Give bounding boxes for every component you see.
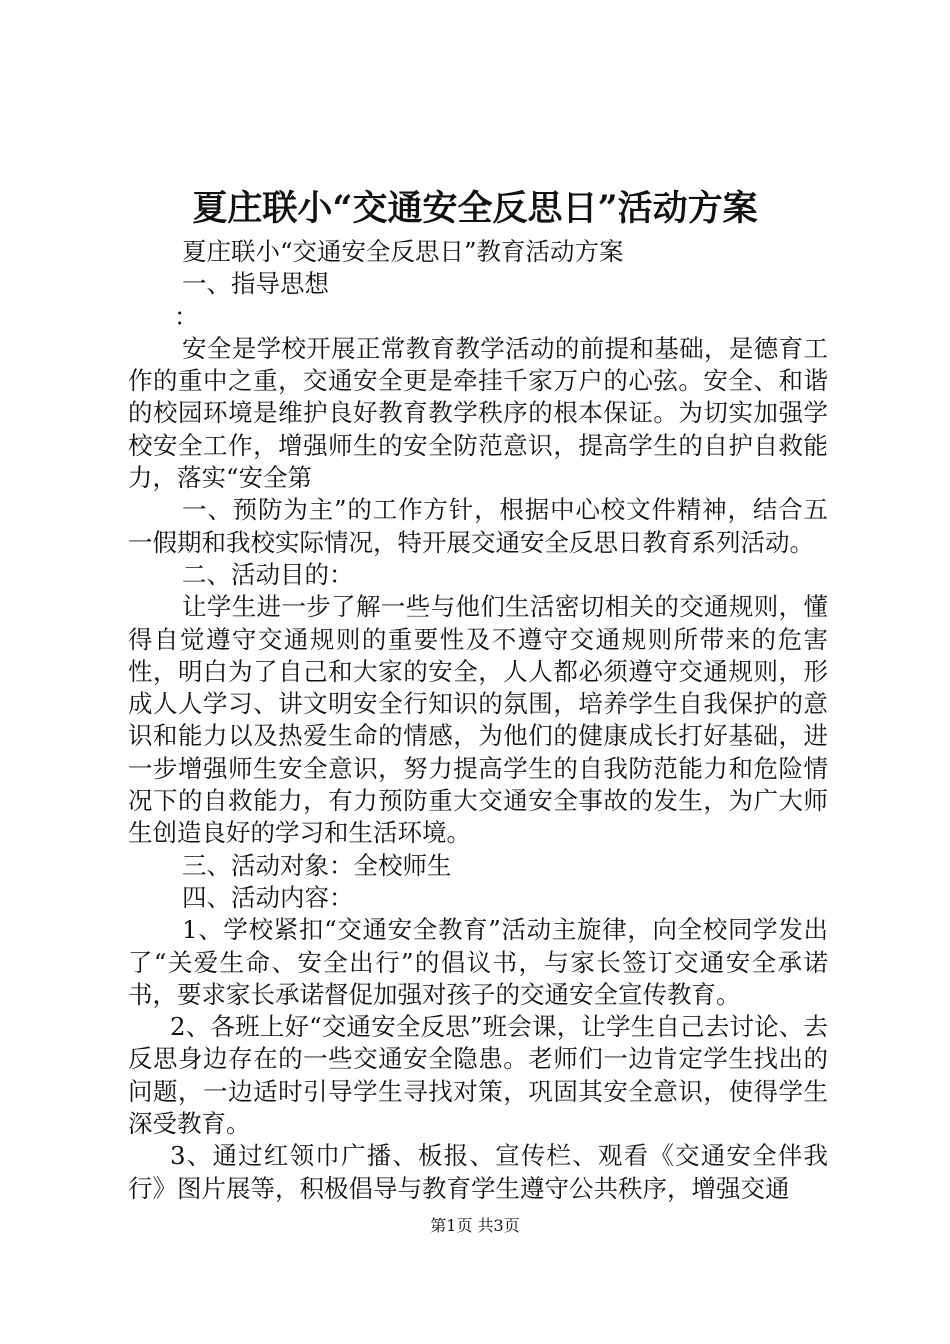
page-footer: 第1页 共3页 (430, 1216, 520, 1235)
document-body (128, 236, 828, 1205)
paragraph: 1、学校紧扣“交通安全教育”活动主旋律，向全校同学发出了“关爱生命、安全出行”的倡议书，与家长签订交通安全承诺书，要求家长承诺督促加强对孩子的交通安全宣传教育。 (128, 915, 828, 1009)
paragraph: ： (174, 301, 199, 331)
paragraph: 一、预防为主”的工作方针，根据中心校文件精神，结合五一假期和我校实际情况，特开展交通安全反思日教育系列活动。 (128, 495, 828, 557)
paragraph: 三、活动对象：全校师生 (182, 850, 452, 880)
paragraph: 3、通过红领巾广播、板报、宣传栏、观看《交通安全伴我行》图片展等，积极倡导与教育学生遵守公共秩序，增强交通 (128, 1141, 828, 1203)
document-title: 夏庄联小“交通安全反思日”活动方案 (192, 188, 758, 229)
paragraph: 让学生进一步了解一些与他们生活密切相关的交通规则，懂得自觉遵守交通规则的重要性及不遵守交通规则所带来的危害性，明白为了自己和大家的安全，人人都必须遵守交通规则，形成人人学习、讲文明安全行知识的氛围，培养学生自我保护的意识和能力以及热爱生命的情感，为他们的健康成长打好基础，进一步增强师生安全意识，努力提高学生的自我防范能力和危险情况下的自救能力，有力预防重大交通安全事故的发生，为广大师生创造良好的学习和生活环境。 (128, 592, 828, 848)
paragraph: 二、活动目的： (182, 559, 354, 589)
paragraph: 夏庄联小“交通安全反思日”教育活动方案 (182, 237, 624, 266)
paragraph: 安全是学校开展正常教育教学活动的前提和基础，是德育工作的重中之重，交通安全更是牵挂千家万户的心弦。安全、和谐的校园环境是维护良好教育教学秩序的根本保证。为切实加强学校安全工作，增强师生的安全防范意识，提高学生的自护自救能力，落实“安全第 (128, 333, 828, 493)
paragraph: 一、指导思想 (182, 269, 329, 299)
paragraph: 2、各班上好“交通安全反思”班会课，让学生自己去讨论、去反思身边存在的一些交通安全隐患。老师们一边肯定学生找出的问题，一边适时引导学生寻找对策，巩固其安全意识，使得学生深受教育。 (128, 1012, 828, 1139)
paragraph: 四、活动内容： (182, 882, 354, 912)
